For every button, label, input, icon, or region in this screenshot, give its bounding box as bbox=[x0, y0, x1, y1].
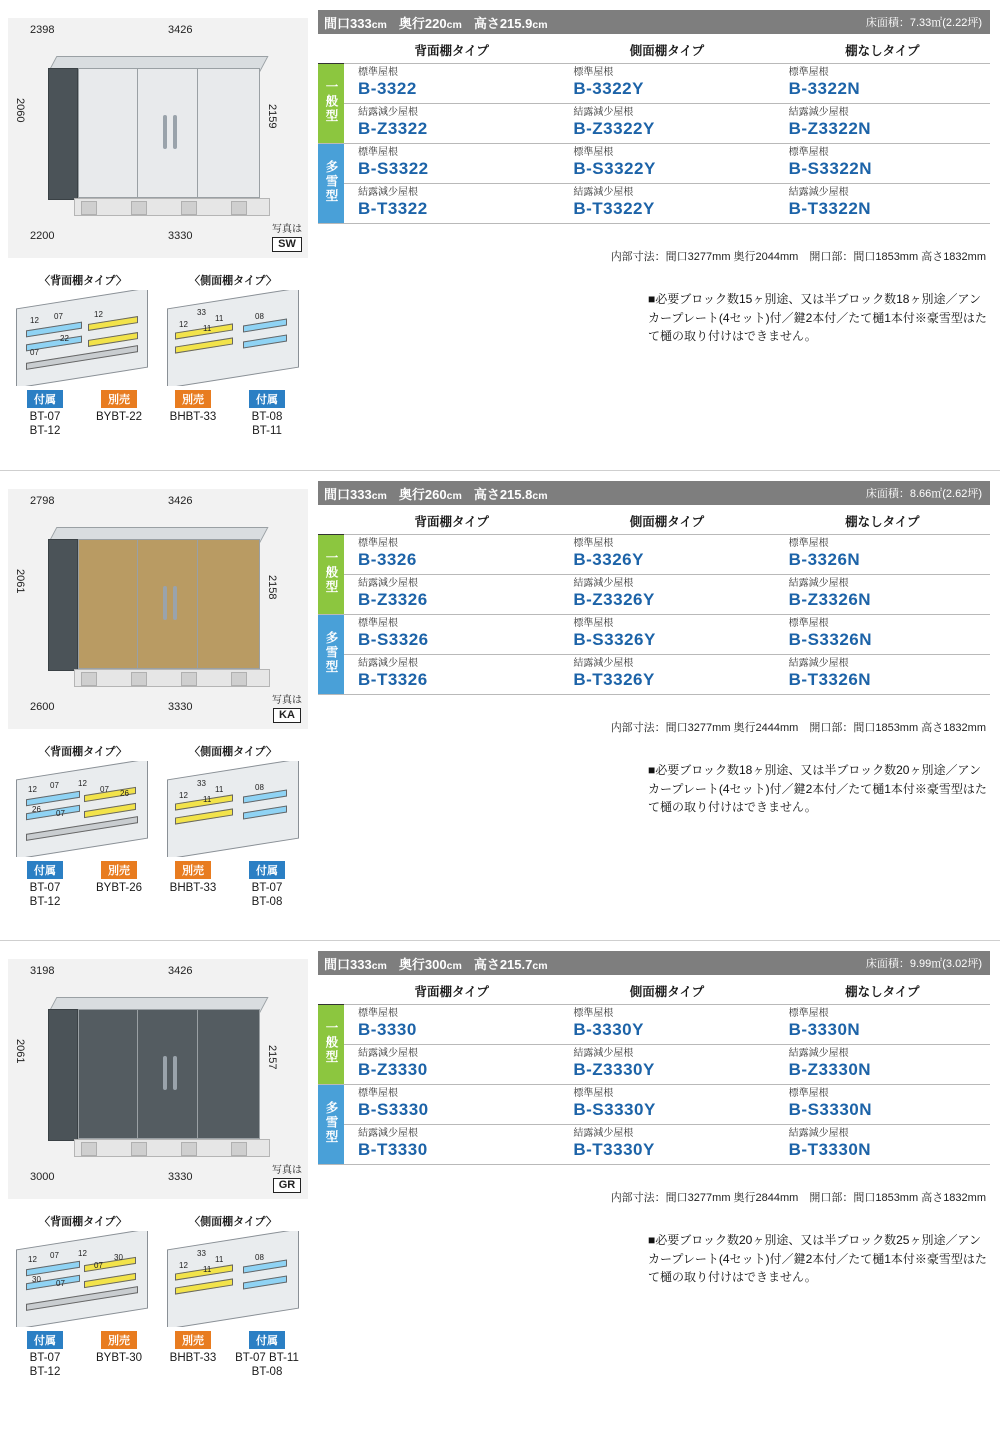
col-header-side: 側面棚タイプ bbox=[559, 509, 774, 535]
model-cell: 標準屋根 B-3330Y bbox=[559, 1005, 774, 1045]
model-cell: 結露減少屋根 B-T3330Y bbox=[559, 1125, 774, 1165]
illustration-column-2 bbox=[0, 471, 318, 940]
shelf-title-side-1: 〈側面棚タイプ〉 bbox=[189, 275, 277, 287]
shelf-badges-2 bbox=[8, 861, 310, 910]
dim-top-left-3: 3198 bbox=[30, 965, 55, 977]
side-panel bbox=[48, 1009, 78, 1141]
shelf-option-3-4: 付属 BT-07 BT-11 BT-08 bbox=[230, 1331, 304, 1380]
model-cell: 標準屋根 B-3330 bbox=[344, 1005, 559, 1045]
model-cell: 標準屋根 B-S3326 bbox=[344, 615, 559, 655]
shelf-option-1-2: 別売 BYBT-22 bbox=[82, 390, 156, 439]
dim-top-right-2: 3426 bbox=[168, 495, 193, 507]
dim-bottom-right-1: 3330 bbox=[168, 230, 193, 242]
shelf-fig-back-3: 12 07 12 30 07 30 07 bbox=[8, 1231, 155, 1327]
model-cell: 結露減少屋根 B-Z3322 bbox=[344, 104, 559, 144]
dim-top-left-2: 2798 bbox=[30, 495, 55, 507]
table-row bbox=[318, 144, 990, 184]
shelf-option-3-1: 付属 BT-07 BT-12 bbox=[8, 1331, 82, 1380]
badge-label: 別売 bbox=[175, 390, 211, 408]
illustration-column-3 bbox=[0, 941, 318, 1410]
model-cell: 結露減少屋根 B-T3330N bbox=[775, 1125, 990, 1165]
shelf-option-3-3: 別売 BHBT-33 bbox=[156, 1331, 230, 1380]
dim-right-3: 2157 bbox=[266, 1045, 278, 1070]
badge-label: 付属 bbox=[27, 1331, 63, 1349]
model-cell: 標準屋根 B-S3330 bbox=[344, 1085, 559, 1125]
model-cell: 標準屋根 B-S3322N bbox=[775, 144, 990, 184]
model-cell: 結露減少屋根 B-Z3326Y bbox=[559, 575, 774, 615]
col-header-none: 棚なしタイプ bbox=[775, 509, 990, 535]
table-header-row bbox=[318, 979, 990, 1005]
shelf-diagrams-3 bbox=[8, 1213, 310, 1380]
col-header-side: 側面棚タイプ bbox=[559, 979, 774, 1005]
model-cell: 標準屋根 B-3326N bbox=[775, 535, 990, 575]
badge-label: 付属 bbox=[27, 390, 63, 408]
dim-left-3: 2061 bbox=[14, 1039, 26, 1064]
dim-top-right-3: 3426 bbox=[168, 965, 193, 977]
table-row bbox=[318, 1045, 990, 1085]
shelf-option-2-3: 別売 BHBT-33 bbox=[156, 861, 230, 910]
floor-area-3: 床面積：9.99㎡(3.02坪) bbox=[865, 958, 982, 970]
dim-right-2: 2158 bbox=[266, 575, 278, 600]
shelf-title-side-2: 〈側面棚タイプ〉 bbox=[189, 746, 277, 758]
shed-drawing-2 bbox=[48, 527, 260, 677]
badge-label: 別売 bbox=[101, 861, 137, 879]
badge-label: 付属 bbox=[249, 861, 285, 879]
badge-label: 付属 bbox=[249, 390, 285, 408]
size-header-1: 間口333cm 奥行220cm 高さ215.9cm 床面積：7.33㎡(2.22坪) bbox=[318, 10, 990, 34]
model-cell: 結露減少屋根 B-Z3330 bbox=[344, 1045, 559, 1085]
type-label-general-3: 一般型 bbox=[318, 1005, 344, 1085]
photo-caption-text-2: 写真は bbox=[272, 694, 302, 706]
model-cell: 標準屋根 B-S3322Y bbox=[559, 144, 774, 184]
shelf-option-2-4: 付属 BT-07 BT-08 bbox=[230, 861, 304, 910]
base-pallet bbox=[74, 669, 270, 687]
dim-bottom-left-1: 2200 bbox=[30, 230, 55, 242]
type-label-snow-1: 多雪型 bbox=[318, 144, 344, 224]
model-cell: 結露減少屋根 B-Z3326N bbox=[775, 575, 990, 615]
photo-color-code-3: GR bbox=[273, 1178, 302, 1193]
front-panel bbox=[78, 68, 260, 198]
shelf-fig-back-1: 12 07 12 22 07 bbox=[8, 290, 155, 386]
product-block-1 bbox=[0, 0, 1000, 470]
type-label-snow-2: 多雪型 bbox=[318, 615, 344, 695]
inner-dimensions-1: 内部寸法：間口3277mm 奥行2044mm 開口部：間口1853mm 高さ1832mm bbox=[610, 251, 986, 263]
model-cell: 標準屋根 B-S3330N bbox=[775, 1085, 990, 1125]
model-cell: 標準屋根 B-3330N bbox=[775, 1005, 990, 1045]
spec-column-1 bbox=[318, 0, 1000, 470]
model-cell: 標準屋根 B-3326 bbox=[344, 535, 559, 575]
dim-top-left-1: 2398 bbox=[30, 24, 55, 36]
dim-bottom-right-2: 3330 bbox=[168, 701, 193, 713]
dim-right-1: 2159 bbox=[266, 104, 278, 129]
shelf-option-2-1: 付属 BT-07 BT-12 bbox=[8, 861, 82, 910]
col-header-side: 側面棚タイプ bbox=[559, 38, 774, 64]
base-pallet bbox=[74, 1139, 270, 1157]
model-cell: 標準屋根 B-S3326N bbox=[775, 615, 990, 655]
model-cell: 結露減少屋根 B-T3322Y bbox=[559, 184, 774, 224]
col-header-back: 背面棚タイプ bbox=[344, 509, 559, 535]
table-row bbox=[318, 535, 990, 575]
table-row bbox=[318, 1125, 990, 1165]
inner-dimensions-3: 内部寸法：間口3277mm 奥行2844mm 開口部：間口1853mm 高さ1832mm bbox=[610, 1192, 986, 1204]
model-cell: 結露減少屋根 B-Z3330N bbox=[775, 1045, 990, 1085]
table-header-row bbox=[318, 509, 990, 535]
col-header-back: 背面棚タイプ bbox=[344, 38, 559, 64]
model-table-3 bbox=[318, 979, 990, 1165]
model-cell: 標準屋根 B-3326Y bbox=[559, 535, 774, 575]
shelf-diagrams-1 bbox=[8, 272, 310, 439]
product-block-3 bbox=[0, 940, 1000, 1410]
floor-area-1: 床面積：7.33㎡(2.22坪) bbox=[865, 17, 982, 29]
model-cell: 標準屋根 B-S3322 bbox=[344, 144, 559, 184]
col-header-none: 棚なしタイプ bbox=[775, 979, 990, 1005]
model-cell: 標準屋根 B-S3326Y bbox=[559, 615, 774, 655]
model-cell: 結露減少屋根 B-T3322N bbox=[775, 184, 990, 224]
shelf-option-2-2: 別売 BYBT-26 bbox=[82, 861, 156, 910]
photo-caption-3 bbox=[272, 1165, 302, 1193]
model-cell: 結露減少屋根 B-Z3330Y bbox=[559, 1045, 774, 1085]
dim-left-2: 2061 bbox=[14, 569, 26, 594]
table-row bbox=[318, 184, 990, 224]
size-header-2: 間口333cm 奥行260cm 高さ215.8cm 床面積：8.66㎡(2.62坪) bbox=[318, 481, 990, 505]
shelf-option-1-1: 付属 BT-07 BT-12 bbox=[8, 390, 82, 439]
shed-drawing-3 bbox=[48, 997, 260, 1147]
badge-label: 別売 bbox=[101, 390, 137, 408]
shelf-badges-3 bbox=[8, 1331, 310, 1380]
model-cell: 結露減少屋根 B-T3330 bbox=[344, 1125, 559, 1165]
col-header-none: 棚なしタイプ bbox=[775, 38, 990, 64]
front-panel bbox=[78, 1009, 260, 1139]
model-table-1 bbox=[318, 38, 990, 224]
shed-photo-1 bbox=[8, 18, 308, 258]
photo-caption-2 bbox=[272, 695, 302, 723]
floor-area-2: 床面積：8.66㎡(2.62坪) bbox=[865, 488, 982, 500]
table-row bbox=[318, 575, 990, 615]
model-cell: 結露減少屋根 B-T3326Y bbox=[559, 655, 774, 695]
badge-label: 別売 bbox=[175, 1331, 211, 1349]
shelf-diagrams-2 bbox=[8, 743, 310, 910]
type-label-general-2: 一般型 bbox=[318, 535, 344, 615]
side-panel bbox=[48, 539, 78, 671]
spec-note-2: ■必要ブロック数18ヶ別途、又は半ブロック数20ヶ別途／アンカープレート(4セット)付／鍵2本付／たて樋1本付※豪雪型はたて樋の取り付けはできません。 bbox=[648, 763, 987, 815]
shelf-badges-1 bbox=[8, 390, 310, 439]
model-cell: 結露減少屋根 B-T3322 bbox=[344, 184, 559, 224]
type-label-snow-3: 多雪型 bbox=[318, 1085, 344, 1165]
model-cell: 標準屋根 B-3322 bbox=[344, 64, 559, 104]
table-row bbox=[318, 1085, 990, 1125]
table-row bbox=[318, 615, 990, 655]
shelf-title-back-2: 〈背面棚タイプ〉 bbox=[39, 746, 127, 758]
shelf-fig-side-1: 33 11 12 11 08 bbox=[159, 290, 306, 386]
badge-label: 別売 bbox=[101, 1331, 137, 1349]
shelf-title-back-3: 〈背面棚タイプ〉 bbox=[39, 1216, 127, 1228]
spec-column-2 bbox=[318, 471, 1000, 940]
model-cell: 結露減少屋根 B-Z3322Y bbox=[559, 104, 774, 144]
shed-drawing-1 bbox=[48, 56, 260, 206]
photo-caption-text-1: 写真は bbox=[272, 223, 302, 235]
model-cell: 結露減少屋根 B-Z3322N bbox=[775, 104, 990, 144]
model-table-2 bbox=[318, 509, 990, 695]
shelf-title-side-3: 〈側面棚タイプ〉 bbox=[189, 1216, 277, 1228]
front-panel bbox=[78, 539, 260, 669]
model-cell: 結露減少屋根 B-T3326 bbox=[344, 655, 559, 695]
photo-caption-text-3: 写真は bbox=[272, 1164, 302, 1176]
side-panel bbox=[48, 68, 78, 200]
model-cell: 標準屋根 B-3322N bbox=[775, 64, 990, 104]
shelf-title-back-1: 〈背面棚タイプ〉 bbox=[39, 275, 127, 287]
model-cell: 標準屋根 B-3322Y bbox=[559, 64, 774, 104]
shelf-fig-side-2: 33 11 12 11 08 bbox=[159, 761, 306, 857]
spec-note-3: ■必要ブロック数20ヶ別途、又は半ブロック数25ヶ別途／アンカープレート(4セット)付／鍵2本付／たて樋1本付※豪雪型はたて樋の取り付けはできません。 bbox=[648, 1233, 987, 1285]
photo-caption-1 bbox=[272, 224, 302, 252]
dim-bottom-right-3: 3330 bbox=[168, 1171, 193, 1183]
dim-bottom-left-2: 2600 bbox=[30, 701, 55, 713]
badge-label: 付属 bbox=[249, 1331, 285, 1349]
shelf-option-1-4: 付属 BT-08 BT-11 bbox=[230, 390, 304, 439]
col-header-back: 背面棚タイプ bbox=[344, 979, 559, 1005]
size-header-3: 間口333cm 奥行300cm 高さ215.7cm 床面積：9.99㎡(3.02坪) bbox=[318, 951, 990, 975]
dim-top-right-1: 3426 bbox=[168, 24, 193, 36]
photo-color-code-2: KA bbox=[273, 708, 301, 723]
shelf-option-3-2: 別売 BYBT-30 bbox=[82, 1331, 156, 1380]
shelf-fig-back-2: 12 07 12 07 26 26 07 bbox=[8, 761, 155, 857]
product-block-2 bbox=[0, 470, 1000, 940]
badge-label: 付属 bbox=[27, 861, 63, 879]
model-cell: 結露減少屋根 B-Z3326 bbox=[344, 575, 559, 615]
spec-note-1: ■必要ブロック数15ヶ別途、又は半ブロック数18ヶ別途／アンカープレート(4セット)付／鍵2本付／たて樋1本付※豪雪型はたて樋の取り付けはできません。 bbox=[648, 292, 987, 344]
model-cell: 標準屋根 B-S3330Y bbox=[559, 1085, 774, 1125]
shelf-fig-side-3: 33 11 12 11 08 bbox=[159, 1231, 306, 1327]
base-pallet bbox=[74, 198, 270, 216]
dim-bottom-left-3: 3000 bbox=[30, 1171, 55, 1183]
dim-left-1: 2060 bbox=[14, 98, 26, 123]
illustration-column-1 bbox=[0, 0, 318, 470]
photo-color-code-1: SW bbox=[272, 237, 302, 252]
shed-photo-2 bbox=[8, 489, 308, 729]
spec-column-3 bbox=[318, 941, 1000, 1410]
table-row bbox=[318, 655, 990, 695]
inner-dimensions-2: 内部寸法：間口3277mm 奥行2444mm 開口部：間口1853mm 高さ1832mm bbox=[610, 722, 986, 734]
table-header-row bbox=[318, 38, 990, 64]
table-row bbox=[318, 64, 990, 104]
type-label-general-1: 一般型 bbox=[318, 64, 344, 144]
table-row bbox=[318, 1005, 990, 1045]
shed-photo-3 bbox=[8, 959, 308, 1199]
table-row bbox=[318, 104, 990, 144]
model-cell: 結露減少屋根 B-T3326N bbox=[775, 655, 990, 695]
badge-label: 別売 bbox=[175, 861, 211, 879]
shelf-option-1-3: 別売 BHBT-33 bbox=[156, 390, 230, 439]
